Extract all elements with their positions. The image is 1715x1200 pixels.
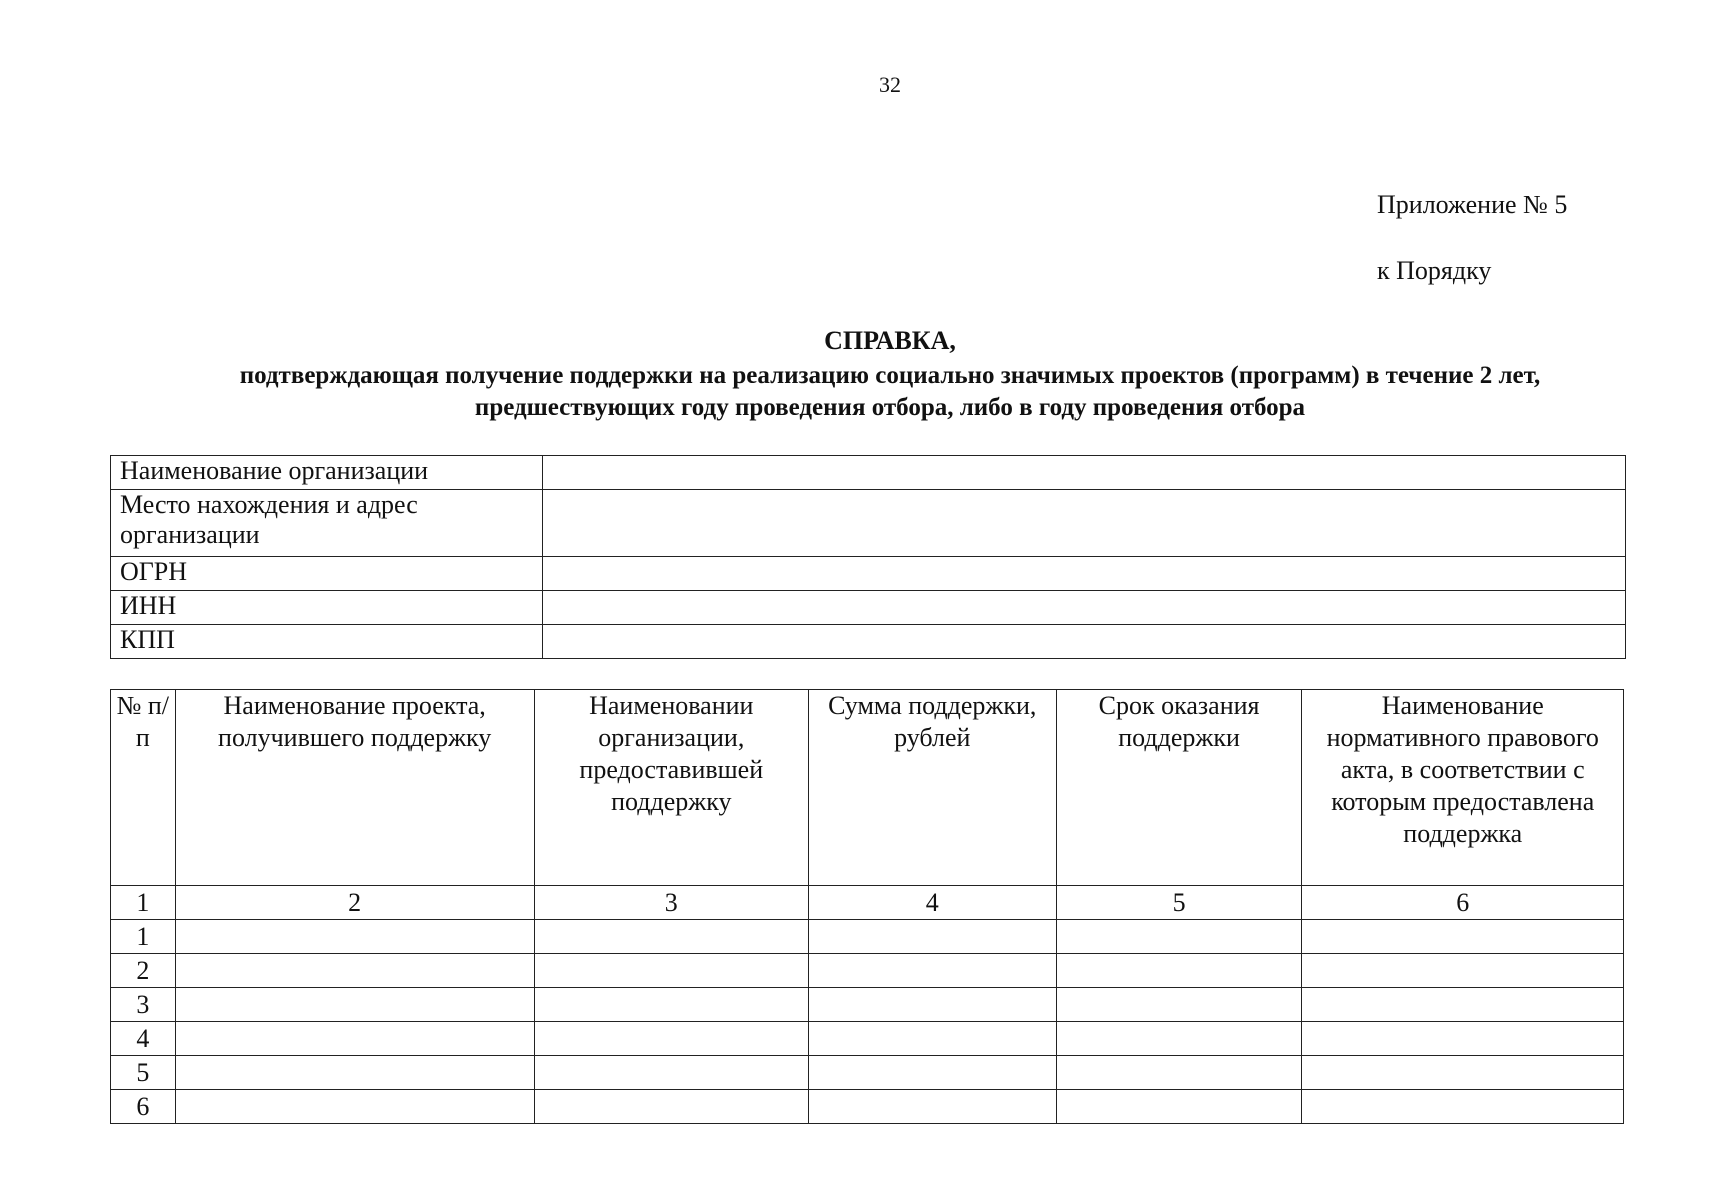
appendix-number: Приложение № 5 — [1377, 190, 1568, 219]
table-cell — [534, 1090, 808, 1124]
appendix-reference: к Порядку — [1377, 256, 1492, 285]
header-number: № п/п — [111, 690, 176, 886]
subtitle-line-1: подтверждающая получение поддержки на реализацию социально значимых проектов (программ) в течение 2 лет, — [239, 362, 1541, 389]
column-number: 3 — [534, 886, 808, 920]
column-number: 2 — [175, 886, 534, 920]
org-value-ogrn — [542, 557, 1625, 591]
org-label-ogrn: ОГРН — [111, 557, 543, 591]
table-cell — [808, 954, 1056, 988]
table-cell — [1302, 1022, 1624, 1056]
row-number: 2 — [111, 954, 176, 988]
support-header-row — [111, 690, 1624, 886]
table-cell — [808, 988, 1056, 1022]
org-label-kpp: КПП — [111, 625, 543, 659]
row-number: 1 — [111, 920, 176, 954]
table-cell — [808, 1022, 1056, 1056]
org-row-kpp — [111, 625, 1626, 659]
header-support-amount: Сумма поддержки, рублей — [808, 690, 1056, 886]
org-value-name — [542, 456, 1625, 490]
org-label-address: Место нахождения и адрес организации — [111, 490, 543, 557]
column-number: 4 — [808, 886, 1056, 920]
column-number: 6 — [1302, 886, 1624, 920]
table-cell — [175, 1090, 534, 1124]
org-value-inn — [542, 591, 1625, 625]
table-cell — [1302, 920, 1624, 954]
org-label-inn: ИНН — [111, 591, 543, 625]
table-cell — [534, 1022, 808, 1056]
header-organization-name: Наименовании организации, предоставившей поддержку — [534, 690, 808, 886]
table-cell — [1302, 954, 1624, 988]
table-row — [111, 1056, 1624, 1090]
table-cell — [534, 988, 808, 1022]
table-row — [111, 1022, 1624, 1056]
table-cell — [175, 920, 534, 954]
table-cell — [808, 1090, 1056, 1124]
table-cell — [808, 920, 1056, 954]
column-number: 1 — [111, 886, 176, 920]
table-cell — [1056, 1090, 1302, 1124]
table-cell — [534, 920, 808, 954]
column-numbers-row — [111, 886, 1624, 920]
document-title: СПРАВКА, — [824, 326, 956, 355]
table-cell — [1056, 1022, 1302, 1056]
table-row — [111, 988, 1624, 1022]
row-number: 4 — [111, 1022, 176, 1056]
document-subtitle — [80, 360, 1700, 424]
org-row-name — [111, 456, 1626, 490]
column-number: 5 — [1056, 886, 1302, 920]
header-legal-act: Наименование нормативного правового акта, в соответствии с которым предоставлена поддержка — [1302, 690, 1624, 886]
table-cell — [1056, 988, 1302, 1022]
row-number: 3 — [111, 988, 176, 1022]
subtitle-line-2: предшествующих году проведения отбора, либо в году проведения отбора — [474, 394, 1306, 421]
org-label-name: Наименование организации — [111, 456, 543, 490]
org-row-ogrn — [111, 557, 1626, 591]
table-cell — [1302, 988, 1624, 1022]
header-support-period: Срок оказания поддержки — [1056, 690, 1302, 886]
table-row — [111, 920, 1624, 954]
organization-info-table — [110, 455, 1626, 659]
org-row-address — [111, 490, 1626, 557]
table-cell — [534, 954, 808, 988]
table-row — [111, 1090, 1624, 1124]
org-value-kpp — [542, 625, 1625, 659]
org-row-inn — [111, 591, 1626, 625]
table-row — [111, 954, 1624, 988]
table-cell — [175, 988, 534, 1022]
table-cell — [534, 1056, 808, 1090]
support-table — [110, 689, 1624, 1124]
table-cell — [1056, 920, 1302, 954]
page-number: 32 — [879, 72, 901, 97]
table-cell — [1056, 954, 1302, 988]
table-cell — [1056, 1056, 1302, 1090]
table-cell — [175, 1056, 534, 1090]
table-cell — [175, 954, 534, 988]
table-cell — [1302, 1056, 1624, 1090]
table-cell — [808, 1056, 1056, 1090]
table-cell — [1302, 1090, 1624, 1124]
row-number: 6 — [111, 1090, 176, 1124]
header-project-name: Наименование проекта, получившего поддержку — [175, 690, 534, 886]
org-value-address — [542, 490, 1625, 557]
row-number: 5 — [111, 1056, 176, 1090]
table-cell — [175, 1022, 534, 1056]
